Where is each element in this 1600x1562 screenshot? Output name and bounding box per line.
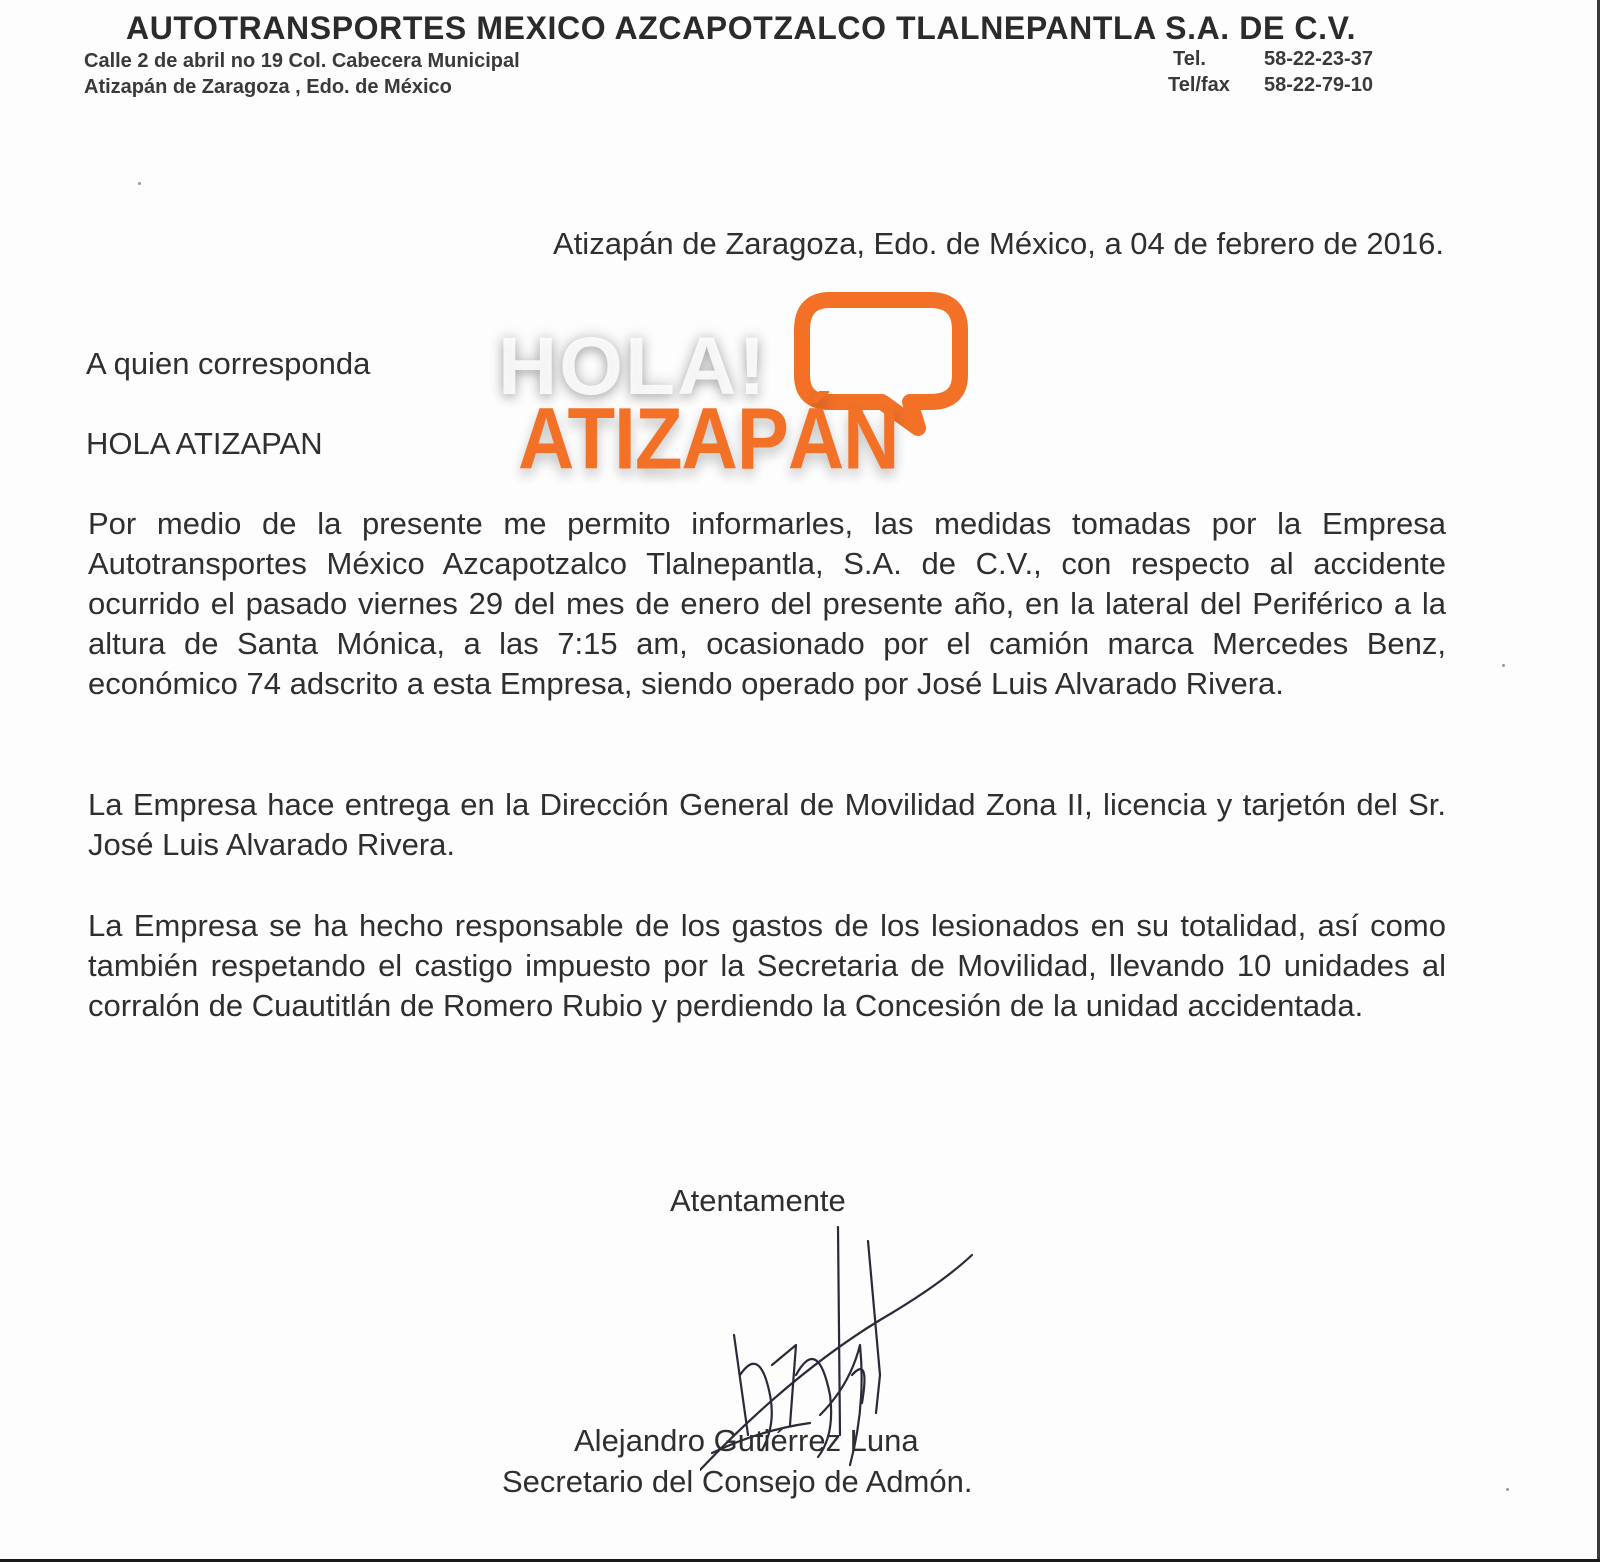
watermark-atizapan: ATIZAPÁN bbox=[518, 389, 899, 488]
scan-speck bbox=[138, 182, 141, 185]
telfax-number: 58-22-79-10 bbox=[1264, 74, 1373, 96]
address-line-2: Atizapán de Zaragoza , Edo. de México bbox=[84, 76, 452, 98]
body-paragraph-1: Por medio de la presente me permito informarles, las medidas tomadas por la Empresa Autotransportes México Azcapotzalco Tlalnepantla, S.A. de C.V., con respecto al accidente ocurrido el pasado viernes 29 del mes de enero del presente año, en la lateral del Periférico a la altura de Santa Mónica, a las 7:15 am, ocasionado por el camión marca Mercedes Benz, económico 74 adscrito a esta Empresa, siendo operado por José Luis Alvarado Rivera. bbox=[88, 506, 1446, 701]
tel-label: Tel. bbox=[1173, 48, 1206, 70]
signer-name: Alejandro Gutiérrez Luna bbox=[574, 1423, 919, 1458]
address-line-1: Calle 2 de abril no 19 Col. Cabecera Municipal bbox=[84, 50, 520, 72]
recipient: HOLA ATIZAPAN bbox=[86, 426, 323, 461]
dateline: Atizapán de Zaragoza, Edo. de México, a 04 de febrero de 2016. bbox=[553, 226, 1444, 261]
valediction: Atentamente bbox=[670, 1183, 846, 1218]
company-name: AUTOTRANSPORTES MEXICO AZCAPOTZALCO TLALNEPANTLA S.A. DE C.V. bbox=[126, 10, 1357, 46]
scan-speck bbox=[1506, 1488, 1509, 1491]
body-paragraph-2: La Empresa hace entrega en la Dirección General de Movilidad Zona II, licencia y tarjetón del Sr. José Luis Alvarado Rivera. bbox=[88, 787, 1446, 862]
scan-speck bbox=[1502, 664, 1505, 667]
watermark-hola: HOLA! bbox=[498, 321, 768, 412]
body-paragraph-3: La Empresa se ha hecho responsable de los gastos de los lesionados en su totalidad, así como también respetando el castigo impuesto por la Secretaria de Movilidad, llevando 10 unidades al corralón de Cuautitlán de Romero Rubio y perdiendo la Concesión de la unidad accidentada. bbox=[88, 908, 1446, 1023]
signer-title: Secretario del Consejo de Admón. bbox=[502, 1464, 973, 1499]
hola-atizapan-watermark bbox=[490, 290, 990, 490]
telfax-label: Tel/fax bbox=[1168, 74, 1230, 96]
salutation: A quien corresponda bbox=[86, 346, 371, 381]
tel-number: 58-22-23-37 bbox=[1264, 48, 1373, 70]
